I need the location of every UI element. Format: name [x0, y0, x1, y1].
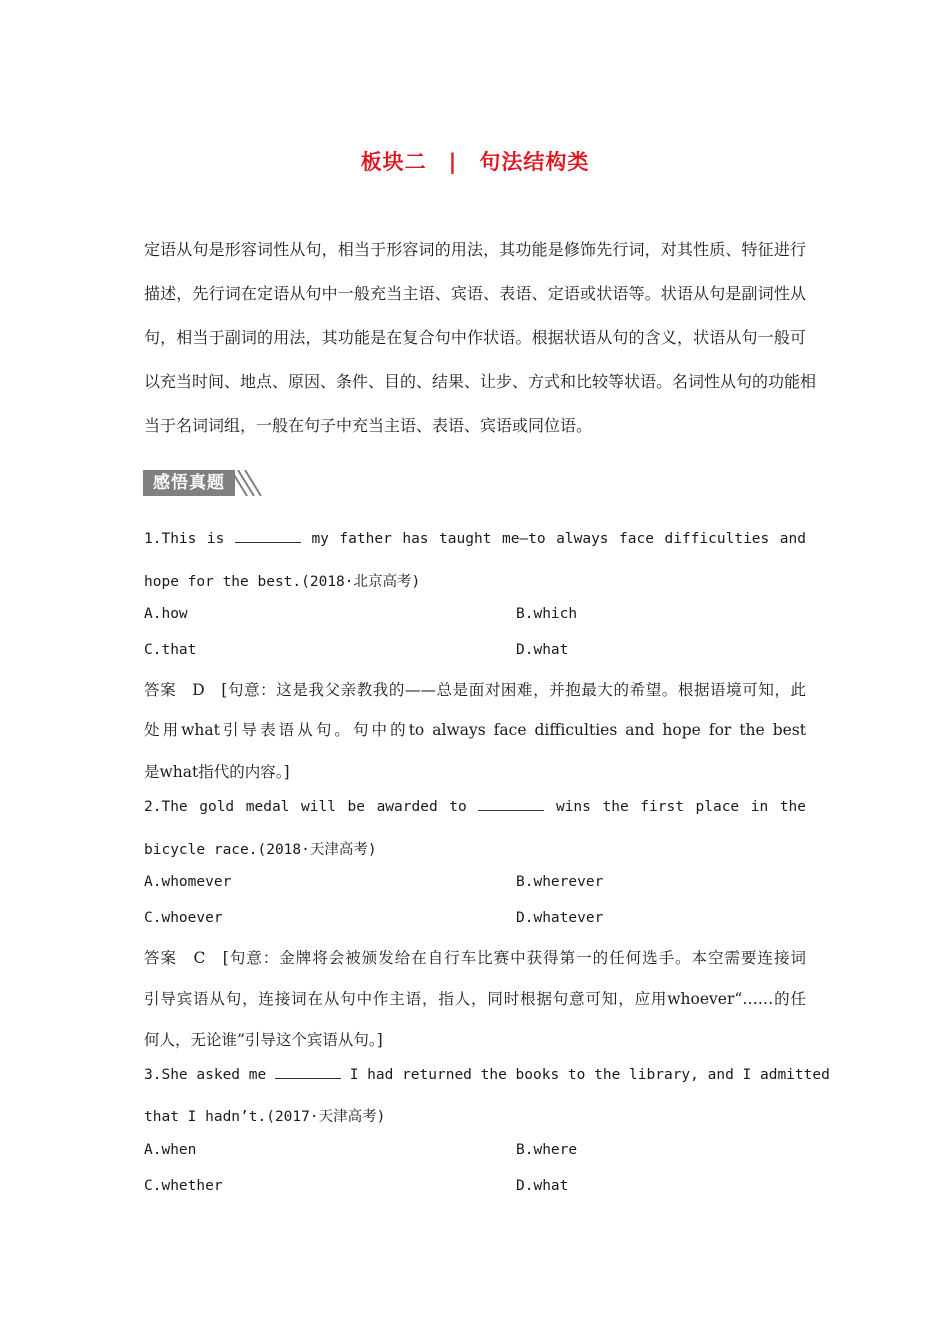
section-badge-label: 感悟真题: [143, 470, 235, 496]
intro-paragraph: [144, 228, 817, 448]
question-2-options-row-1: [144, 874, 806, 898]
option-b: B.which: [516, 606, 578, 622]
intro-line: 以充当时间、地点、原因、条件、目的、结果、让步、方式和比较等状语。名词性从句的功能相: [144, 372, 817, 391]
answer-2-line: 答案 C [句意：金牌将会被颁发给在自行车比赛中获得第一的任何选手。本空需要连接词: [144, 949, 806, 967]
question-2-line-2: bicycle race.(2018·天津高考): [144, 842, 377, 858]
option-d: D.what: [516, 1178, 569, 1194]
option-c: C.whether: [144, 1178, 223, 1194]
answer-1-line: 是what指代的内容。]: [144, 763, 290, 781]
option-d: D.what: [516, 642, 569, 658]
intro-line: 句，相当于副词的用法，其功能是在复合句中作状语。根据状语从句的含义，状语从句一般可: [144, 328, 806, 347]
question-2-options-row-2: [144, 910, 806, 934]
intro-line: 当于名词词组，一般在句子中充当主语、表语、宾语或同位语。: [144, 416, 593, 435]
title-left: 板块二: [360, 150, 427, 174]
question-3-options-row-1: [144, 1142, 806, 1166]
title-right: 句法结构类: [479, 150, 590, 174]
page-title: [0, 146, 950, 176]
question-1-line-1: 1.This is my father has taught me—to always face difficulties and: [144, 528, 806, 552]
answer-1-line: 答案 D [句意：这是我父亲教我的——总是面对困难，并抱最大的希望。根据语境可知，此: [144, 681, 806, 699]
option-a: A.whomever: [144, 874, 232, 890]
badge-stripes-icon: [229, 470, 263, 496]
title-separator: |: [448, 150, 458, 174]
intro-line: 描述，先行词在定语从句中一般充当主语、宾语、表语、定语或状语等。状语从句是副词性从: [144, 284, 806, 303]
question-3-line-2: that I hadn’t.(2017·天津高考): [144, 1109, 386, 1125]
question-1-line-2: hope for the best.(2018·北京高考): [144, 574, 421, 590]
answer-blank: [478, 796, 544, 811]
option-d: D.whatever: [516, 910, 604, 926]
answer-blank: [275, 1064, 341, 1079]
option-c: C.that: [144, 642, 197, 658]
answer-blank: [235, 528, 301, 543]
question-1-options-row-1: [144, 606, 806, 630]
answer-2-line: 引导宾语从句，连接词在从句中作主语，指人，同时根据句意可知，应用whoever“……的任: [144, 990, 806, 1008]
intro-line: 定语从句是形容词性从句，相当于形容词的用法，其功能是修饰先行词，对其性质、特征进行: [144, 240, 806, 259]
question-3-line-1: 3.She asked me I had returned the books to the library, and I admitted: [144, 1064, 806, 1088]
question-2-line-1: 2.The gold medal will be awarded to wins the first place in the: [144, 796, 806, 820]
option-a: A.how: [144, 606, 188, 622]
option-a: A.when: [144, 1142, 197, 1158]
option-b: B.wherever: [516, 874, 604, 890]
question-3-options-row-2: [144, 1178, 806, 1202]
answer-1-line: 处用what引导表语从句。句中的to always face difficulties and hope for the best: [144, 721, 806, 739]
answer-2-line: 何人，无论谁”引导这个宾语从句。]: [144, 1031, 383, 1049]
option-c: C.whoever: [144, 910, 223, 926]
option-b: B.where: [516, 1142, 578, 1158]
question-1-options-row-2: [144, 642, 806, 666]
